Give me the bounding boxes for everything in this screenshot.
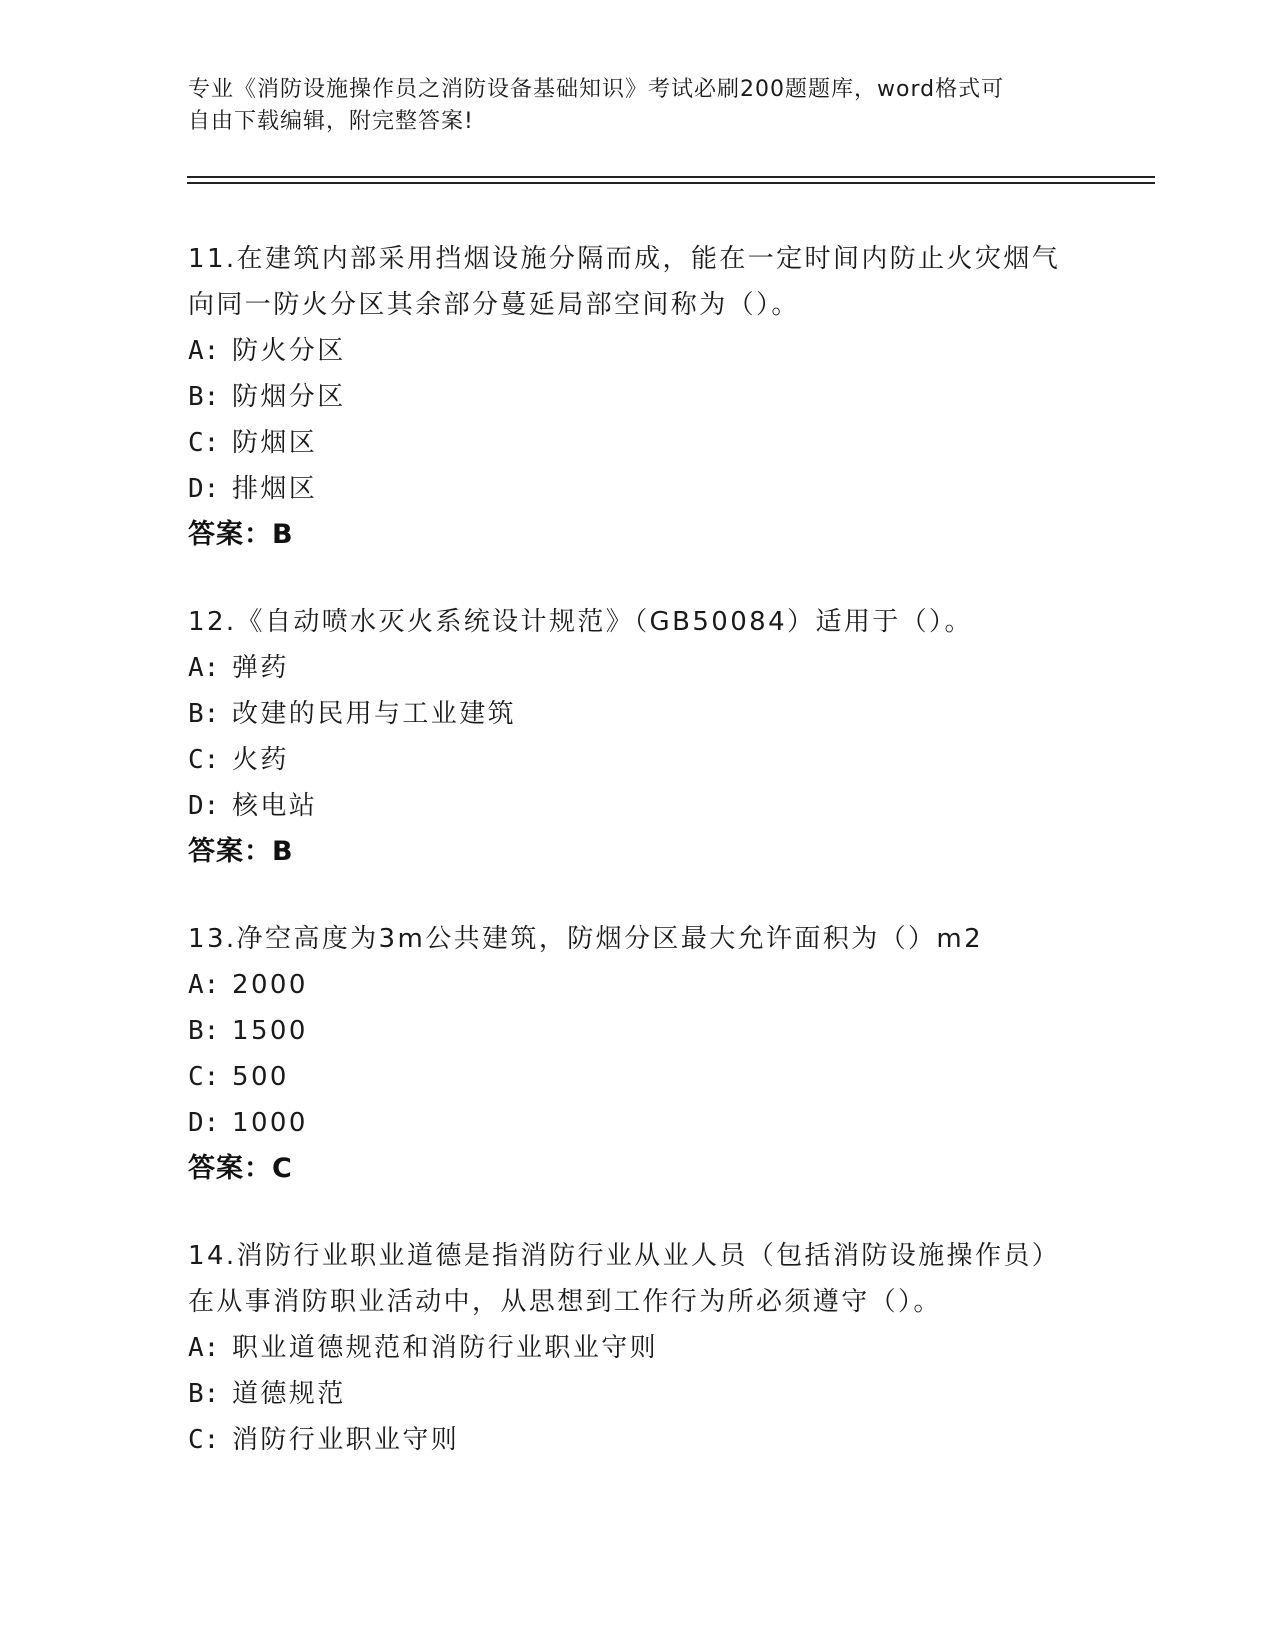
option-text: 道德规范 [232, 1379, 346, 1409]
option-letter: D: [188, 791, 220, 821]
option-letter: A: [188, 1333, 220, 1363]
answer-label: 答案：C [188, 1153, 293, 1184]
question-stem: 11.在建筑内部采用挡烟设施分隔而成，能在一定时间内防止火灾烟气 [188, 244, 1061, 274]
question-14 [188, 1233, 1108, 1463]
option-letter: D: [188, 474, 220, 504]
option-text: 防烟区 [232, 428, 318, 458]
question-stem: 14.消防行业职业道德是指消防行业从业人员（包括消防设施操作员） [188, 1241, 1061, 1271]
option-text: 500 [232, 1062, 289, 1092]
question-stem: 13.净空高度为3m公共建筑，防烟分区最大允许面积为（）m2 [188, 924, 984, 954]
option-b [188, 1008, 1108, 1054]
option-letter: B: [188, 1379, 220, 1409]
option-a [188, 1325, 1108, 1371]
option-b [188, 374, 1108, 420]
option-a [188, 962, 1108, 1008]
option-text: 消防行业职业守则 [232, 1425, 460, 1455]
option-text: 职业道德规范和消防行业职业守则 [232, 1333, 659, 1363]
option-text: 防烟分区 [232, 382, 346, 412]
option-a [188, 645, 1108, 691]
option-d [188, 783, 1108, 829]
option-letter: B: [188, 1016, 220, 1046]
option-text: 防火分区 [232, 336, 346, 366]
option-text: 1000 [232, 1108, 308, 1138]
option-letter: B: [188, 382, 220, 412]
option-c [188, 1054, 1108, 1100]
option-letter: A: [188, 336, 220, 366]
header-rule-bottom [187, 182, 1155, 184]
option-letter: A: [188, 970, 220, 1000]
question-13 [188, 916, 1108, 1192]
option-b [188, 1371, 1108, 1417]
option-text: 2000 [232, 970, 308, 1000]
option-c [188, 1417, 1108, 1463]
option-c [188, 420, 1108, 466]
option-text: 火药 [232, 745, 289, 775]
option-letter: C: [188, 1425, 220, 1455]
option-letter: D: [188, 1108, 220, 1138]
option-d [188, 1100, 1108, 1146]
option-b [188, 691, 1108, 737]
option-letter: C: [188, 1062, 220, 1092]
option-text: 核电站 [232, 791, 318, 821]
question-stem: 在从事消防职业活动中，从思想到工作行为所必须遵守（）。 [188, 1287, 942, 1317]
question-11 [188, 236, 1108, 558]
header-rule-top [187, 176, 1155, 178]
option-d [188, 466, 1108, 512]
option-text: 排烟区 [232, 474, 318, 504]
question-list [188, 236, 1108, 1504]
option-letter: C: [188, 745, 220, 775]
answer-label: 答案：B [188, 836, 294, 867]
question-12 [188, 599, 1108, 875]
option-a [188, 328, 1108, 374]
header-line-2: 自由下载编辑，附完整答案! [188, 109, 474, 134]
option-letter: C: [188, 428, 220, 458]
option-letter: B: [188, 699, 220, 729]
question-stem: 向同一防火分区其余部分蔓延局部空间称为（）。 [188, 290, 800, 320]
option-text: 改建的民用与工业建筑 [232, 699, 517, 729]
document-header [188, 74, 1068, 138]
option-c [188, 737, 1108, 783]
option-text: 弹药 [232, 653, 289, 683]
option-text: 1500 [232, 1016, 308, 1046]
header-line-1: 专业《消防设施操作员之消防设备基础知识》考试必刷200题题库，word格式可 [188, 77, 1005, 102]
answer-label: 答案：B [188, 519, 294, 550]
option-letter: A: [188, 653, 220, 683]
question-stem: 12.《自动喷水灭火系统设计规范》（GB50084）适用于（）。 [188, 607, 973, 637]
